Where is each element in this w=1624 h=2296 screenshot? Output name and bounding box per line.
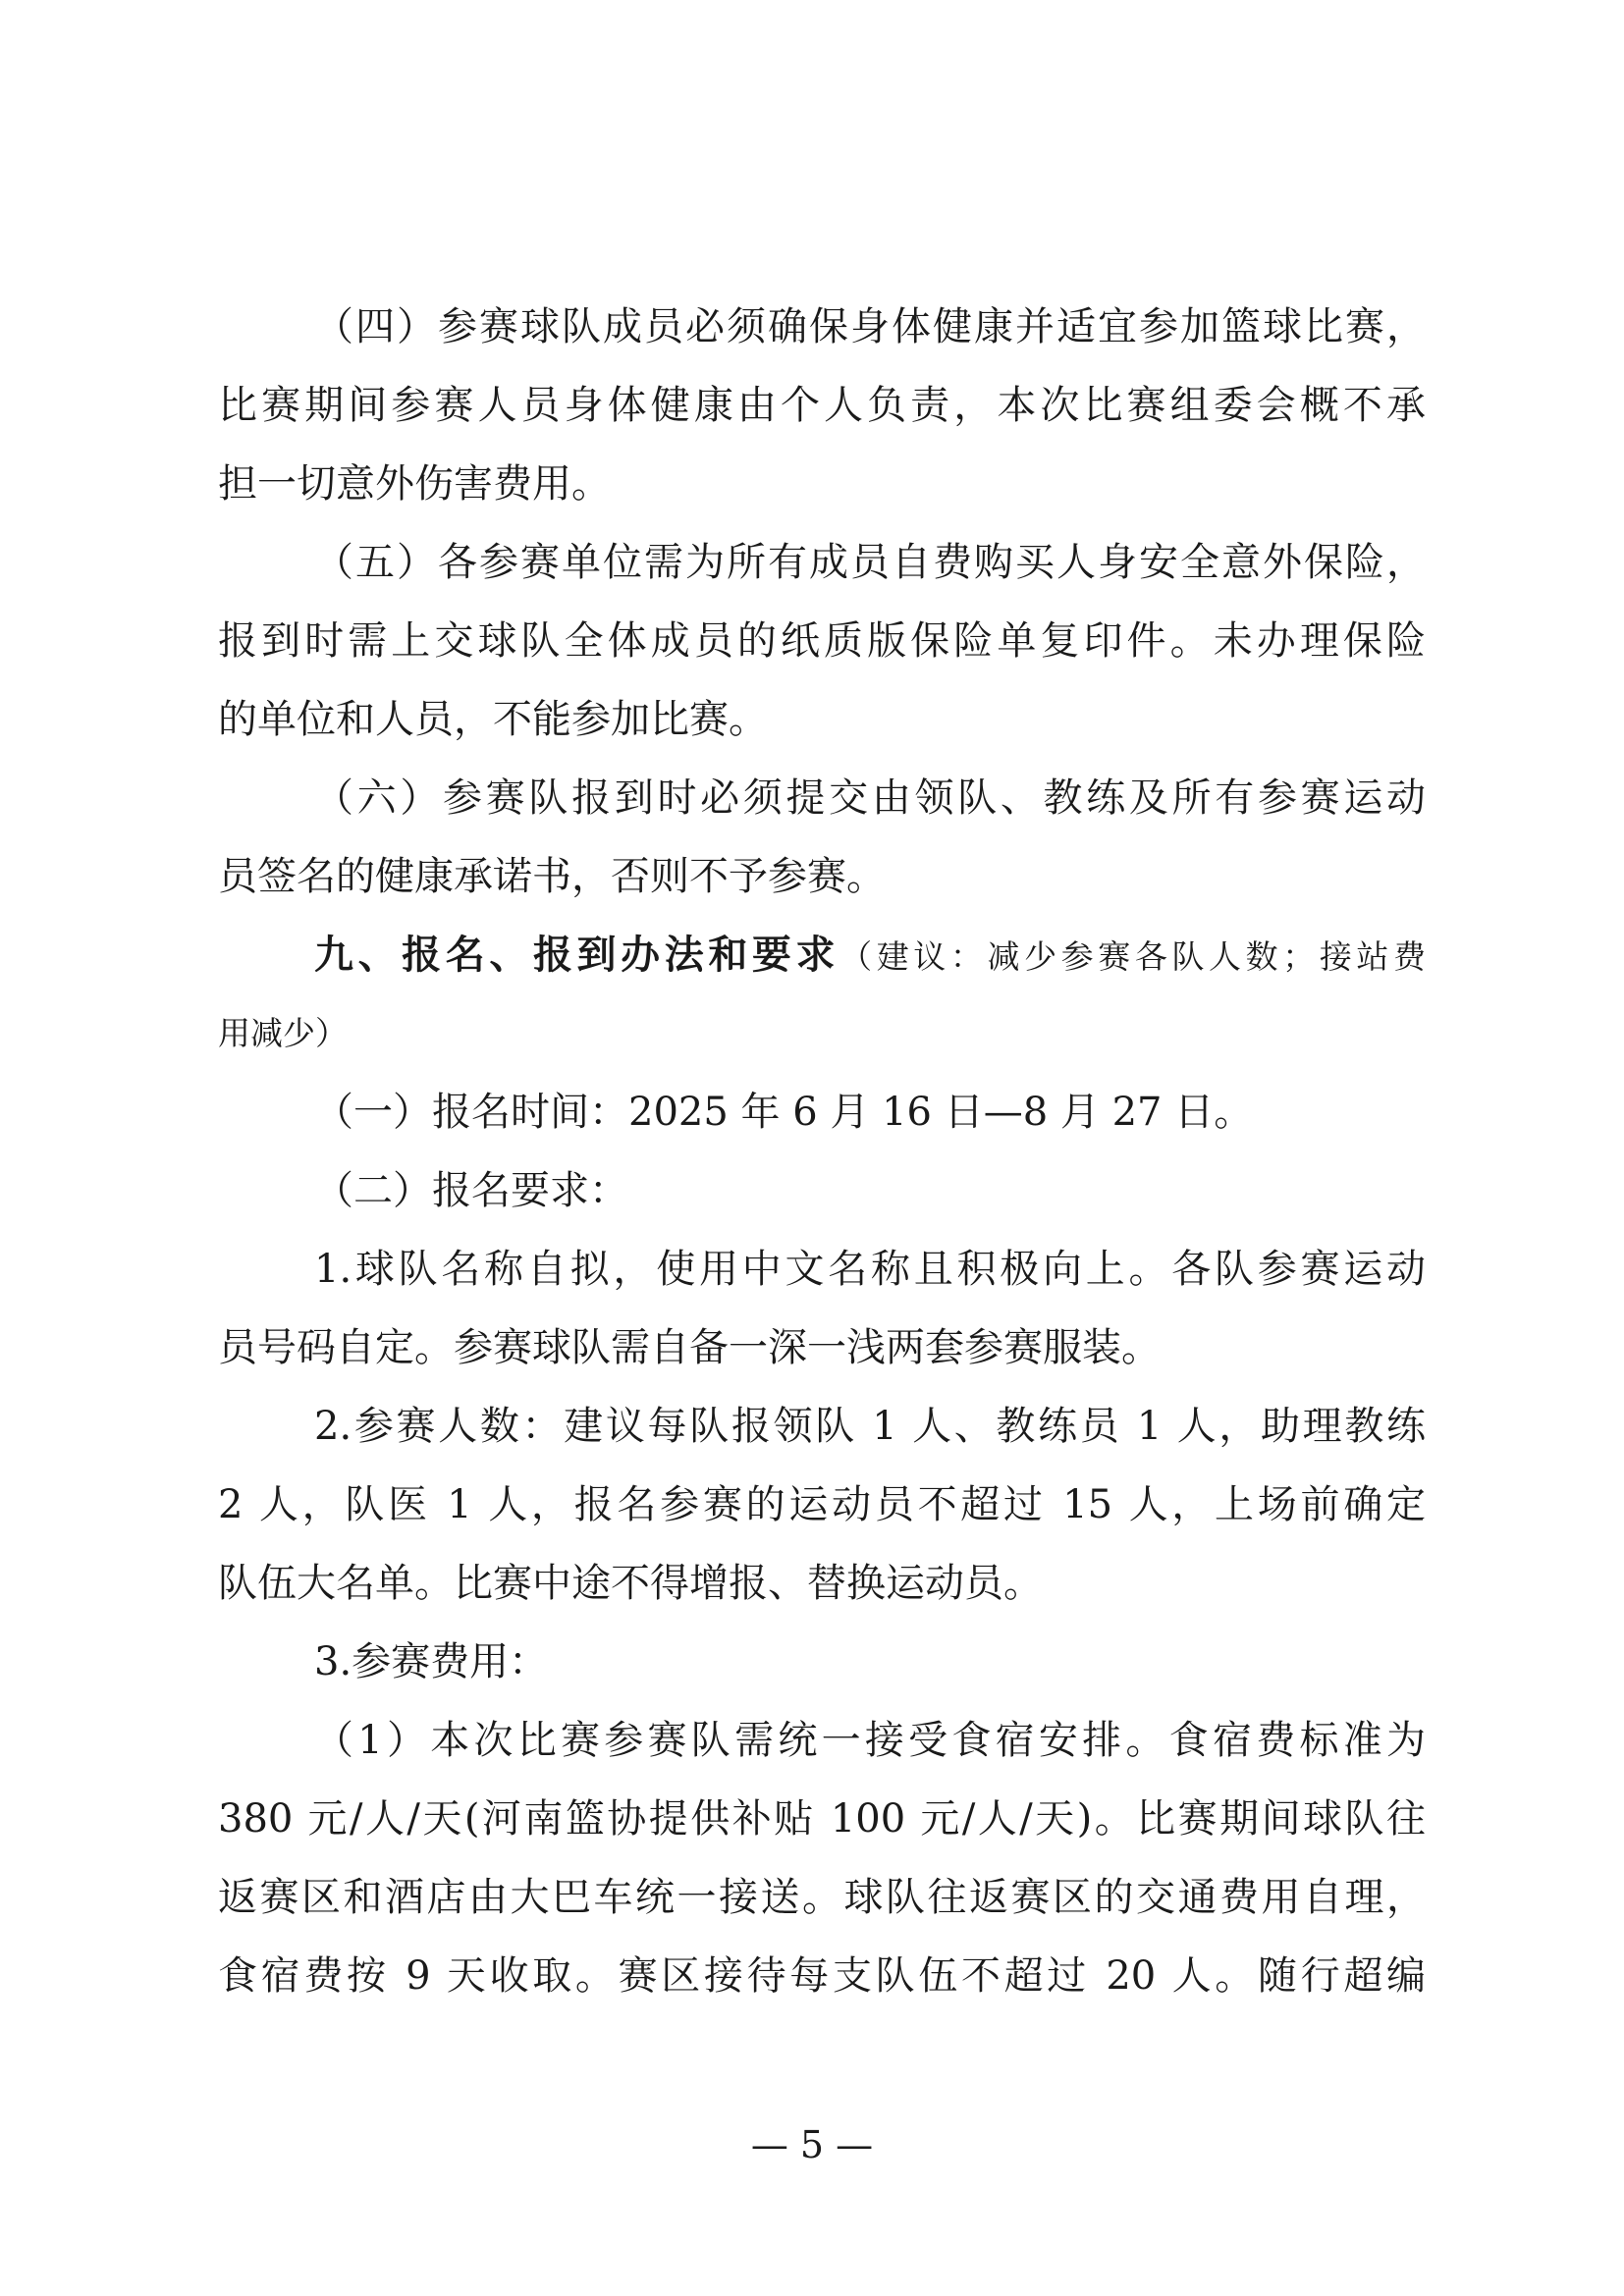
text-line: 食宿费按 9 天收取。赛区接待每支队伍不超过 20 人。随行超编 [218, 1953, 1426, 1999]
requirement-fees-title: 3.参赛费用： [314, 1639, 549, 1684]
text-line: 报到时需上交球队全体成员的纸质版保险单复印件。未办理保险 [218, 618, 1426, 664]
page-number: — 5 — [750, 2123, 874, 2166]
text-line: 员号码自定。参赛球队需自备一深一浅两套参赛服装。 [218, 1325, 1161, 1370]
heading-line [218, 916, 1426, 994]
paragraph-insurance [218, 523, 1426, 759]
section-title: 九、报名、报到办法和要求 [314, 933, 840, 978]
text-line: （五）各参赛单位需为所有成员自费购买人身安全意外保险， [314, 540, 1426, 585]
text-line: 1.球队名称自拟，使用中文名称且积极向上。各队参赛运动 [314, 1247, 1426, 1292]
section-9-heading [218, 916, 1426, 1073]
requirement-team-name [218, 1230, 1426, 1387]
text-line: （四）参赛球队成员必须确保身体健康并适宜参加篮球比赛， [314, 304, 1426, 349]
text-line: 返赛区和酒店由大巴车统一接送。球队往返赛区的交通费用自理， [218, 1875, 1426, 1920]
requirement-team-size [218, 1387, 1426, 1623]
registration-time: （一）报名时间：2025 年 6 月 16 日—8 月 27 日。 [314, 1090, 1254, 1135]
text-line: 380 元/人/天(河南篮协提供补贴 100 元/人/天)。比赛期间球队往 [218, 1796, 1426, 1842]
text-line: 比赛期间参赛人员身体健康由个人负责，本次比赛组委会概不承 [218, 383, 1426, 428]
text-line: 队伍大名单。比赛中途不得增报、替换运动员。 [218, 1561, 1043, 1606]
paragraph-commitment [218, 759, 1426, 916]
text-line: 员签名的健康承诺书，否则不予参赛。 [218, 854, 886, 899]
paragraph-health [218, 288, 1426, 523]
text-line: 2.参赛人数：建议每队报领队 1 人、教练员 1 人，助理教练 [314, 1404, 1426, 1449]
text-line: 的单位和人员，不能参加比赛。 [218, 697, 768, 742]
registration-requirements-title: （二）报名要求： [314, 1168, 628, 1213]
text-line: 2 人，队医 1 人，报名参赛的运动员不超过 15 人，上场前确定 [218, 1482, 1426, 1527]
document-body [218, 288, 1426, 2015]
fee-accommodation [218, 1701, 1426, 2015]
text-line: （1）本次比赛参赛队需统一接受食宿安排。食宿费标准为 [314, 1718, 1426, 1763]
section-note-continued: 用减少） [218, 1014, 348, 1052]
section-note: （建议：减少参赛各队人数；接站费 [839, 937, 1426, 976]
text-line: （六）参赛队报到时必须提交由领队、教练及所有参赛运动 [314, 775, 1426, 821]
text-line: 担一切意外伤害费用。 [218, 461, 611, 507]
